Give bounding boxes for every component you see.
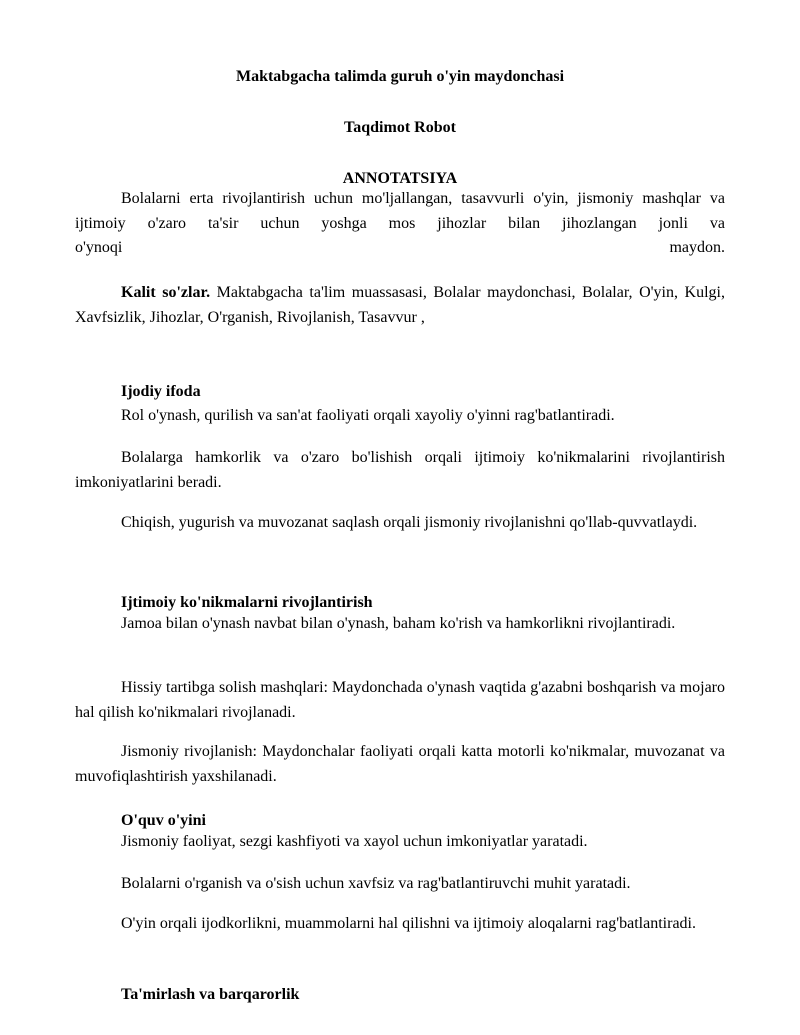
annotation-word: o'ynoqi xyxy=(75,239,123,256)
section-heading: O'quv o'yini xyxy=(121,812,206,829)
annotation-heading: ANNOTATSIYA xyxy=(342,170,458,187)
section-heading: Ta'mirlash va barqarorlik xyxy=(121,986,300,1003)
section-paragraph: Bolalarni o'rganish va o'sish uchun xavfsiz va rag'batlantiruvchi muhit yaratadi. xyxy=(121,875,631,892)
annotation-paragraph: Bolalarni erta rivojlantirish uchun mo'ljallangan, tasavvurli o'yin, jismoniy mashqlar va ijtimoiy o'zaro ta'sir uchun yoshga mos jihozlar bilan jihozlangan jonli va xyxy=(75,190,725,232)
section-paragraph: Jismoniy faoliyat, sezgi kashfiyoti va xayol uchun imkoniyatlar yaratadi. xyxy=(121,833,588,850)
keywords-paragraph xyxy=(75,281,725,330)
section-paragraph: Bolalarga hamkorlik va o'zaro bo'lishish orqali ijtimoiy ko'nikmalarini rivojlantirish imkoniyatlarini beradi. xyxy=(75,449,725,491)
section-paragraph: Chiqish, yugurish va muvozanat saqlash orqali jismoniy rivojlanishni qo'llab-quvvatlaydi. xyxy=(121,514,698,531)
section-heading: Ijtimoiy ko'nikmalarni rivojlantirish xyxy=(121,594,373,611)
document-subtitle: Taqdimot Robot xyxy=(344,119,456,136)
keywords-label: Kalit so'zlar. xyxy=(121,284,211,301)
section-paragraph: Hissiy tartibga solish mashqlari: Maydonchada o'ynash vaqtida g'azabni boshqarish va mojaro hal qilish ko'nikmalari rivojlanadi. xyxy=(75,679,725,721)
document-title: Maktabgacha talimda guruh o'yin maydonchasi xyxy=(235,68,565,85)
annotation-word: maydon. xyxy=(669,239,725,256)
section-paragraph: Jamoa bilan o'ynash navbat bilan o'ynash, baham ko'rish va hamkorlikni rivojlantiradi. xyxy=(121,615,676,632)
section-paragraph: O'yin orqali ijodkorlikni, muammolarni hal qilishni va ijtimoiy aloqalarni rag'batlantiradi. xyxy=(121,915,696,932)
section-heading: Ijodiy ifoda xyxy=(121,383,201,400)
section-paragraph: Rol o'ynash, qurilish va san'at faoliyati orqali xayoliy o'yinni rag'batlantiradi. xyxy=(121,407,615,424)
annotation-paragraph-end xyxy=(75,236,725,260)
keywords-text: Maktabgacha ta'lim muassasasi, Bolalar maydonchasi, Bolalar, O'yin, Kulgi, Xavfsizlik, Jihozlar, O'rganish, Rivojlanish, Tasavvur , xyxy=(75,284,726,326)
section-paragraph: Jismoniy rivojlanish: Maydonchalar faoliyati orqali katta motorli ko'nikmalar, muvozanat va muvofiqlashtirish yaxshilanadi. xyxy=(75,743,725,785)
